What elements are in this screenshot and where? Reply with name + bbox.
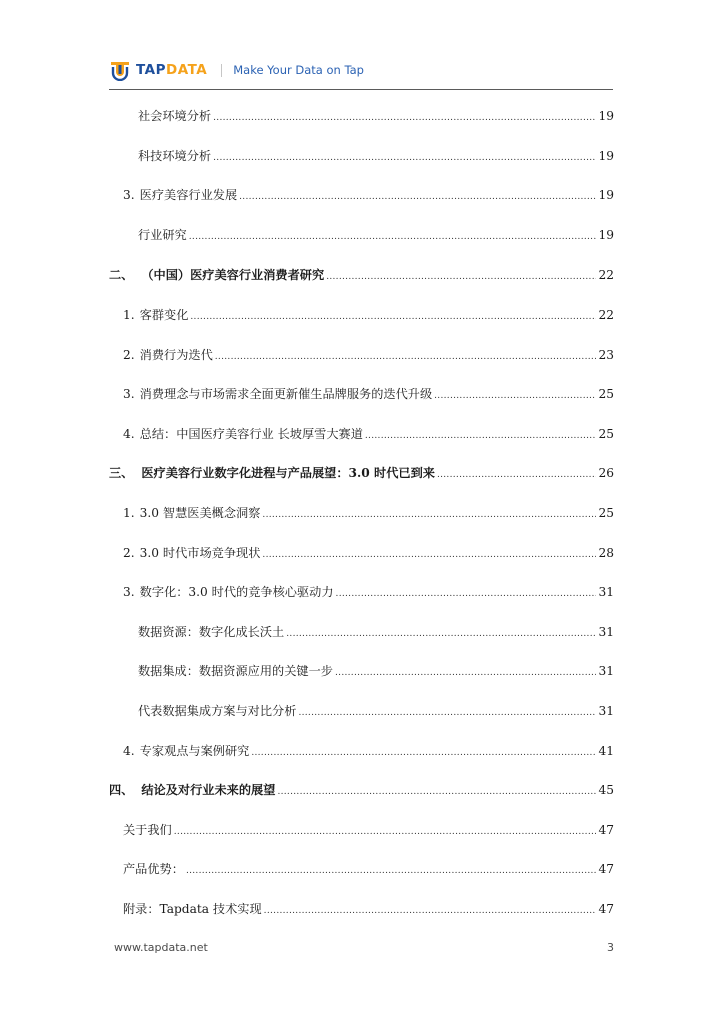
toc-entry[interactable] (109, 465, 614, 483)
toc-entry-page: 47 (598, 862, 614, 876)
toc-entry[interactable] (138, 663, 614, 681)
brand-name: TAPDATA (136, 62, 208, 78)
toc-entry-page: 25 (598, 427, 614, 441)
toc-entry-page: 47 (598, 902, 614, 916)
toc-entry-title: 3.0 时代市场竞争现状 (139, 546, 261, 560)
toc-leader-dots (190, 309, 596, 325)
footer-url[interactable]: www.tapdata.net (114, 941, 208, 954)
header-divider (221, 64, 222, 77)
toc-entry[interactable] (123, 426, 614, 444)
toc-leader-dots (335, 665, 596, 681)
toc-entry-number: 3. (123, 188, 135, 202)
toc-entry-number: 3. (123, 585, 135, 599)
toc-leader-dots (336, 586, 597, 602)
footer-page-number: 3 (607, 941, 614, 954)
toc-leader-dots (262, 547, 596, 563)
toc-entry-page: 22 (598, 308, 614, 322)
toc-leader-dots (189, 229, 597, 245)
toc-entry-title: 3.0 智慧医美概念洞察 (139, 506, 261, 520)
toc-leader-dots (174, 824, 597, 840)
toc-entry-number: 1. (123, 308, 135, 322)
toc-entry-page: 28 (598, 546, 614, 560)
toc-entry-page: 45 (598, 783, 614, 797)
tapdata-logo-icon (109, 59, 131, 81)
toc-entry-number: 四、 (109, 783, 134, 797)
toc-entry-number: 2. (123, 546, 135, 560)
toc-leader-dots (365, 428, 597, 444)
toc-entry-number: 1. (123, 506, 135, 520)
toc-entry[interactable] (109, 267, 614, 285)
toc-entry[interactable] (123, 187, 614, 205)
toc-entry-title: 行业研究 (138, 228, 187, 242)
toc-entry-page: 19 (598, 109, 614, 123)
toc-entry[interactable] (138, 624, 614, 642)
toc-leader-dots (262, 507, 596, 523)
toc-leader-dots (434, 388, 596, 404)
toc-entry-title: 客群变化 (139, 308, 189, 322)
toc-entry-number: 4. (123, 744, 135, 758)
toc-entry-title: 总结：中国医疗美容行业 长坡厚雪大赛道 (139, 427, 363, 441)
toc-entry[interactable] (123, 386, 614, 404)
toc-entry-title: 结论及对行业未来的展望 (141, 783, 276, 797)
toc-entry[interactable] (109, 782, 614, 800)
toc-entry-number: 三、 (109, 466, 134, 480)
toc-entry-title: 附录：Tapdata 技术实现 (123, 902, 262, 916)
toc-leader-dots (251, 745, 596, 761)
toc-entry[interactable] (138, 108, 614, 126)
toc-entry-number: 4. (123, 427, 135, 441)
toc-entry-title: 代表数据集成方案与对比分析 (138, 704, 297, 718)
toc-entry-page: 25 (598, 387, 614, 401)
toc-entry-title: 消费理念与市场需求全面更新催生品牌服务的迭代升级 (139, 387, 433, 401)
toc-entry-page: 47 (598, 823, 614, 837)
toc-entry[interactable] (123, 861, 614, 879)
toc-entry-page: 31 (598, 664, 614, 678)
toc-entry-title: （中国）医疗美容行业消费者研究 (141, 268, 325, 282)
toc-entry-page: 31 (598, 625, 614, 639)
toc-entry[interactable] (123, 901, 614, 919)
toc-entry[interactable] (138, 703, 614, 721)
toc-entry[interactable] (123, 545, 614, 563)
toc-leader-dots (326, 269, 596, 285)
toc-entry-title: 关于我们 (123, 823, 172, 837)
toc-leader-dots (286, 626, 596, 642)
toc-entry-title: 数字化：3.0 时代的竞争核心驱动力 (139, 585, 334, 599)
header-rule (109, 89, 613, 90)
header-tagline: Make Your Data on Tap (233, 63, 364, 77)
toc-entry-page: 19 (598, 149, 614, 163)
toc-entry-page: 22 (598, 268, 614, 282)
toc-entry[interactable] (123, 347, 614, 365)
toc-entry[interactable] (123, 822, 614, 840)
toc-leader-dots (437, 467, 597, 483)
toc-entry-title: 消费行为迭代 (139, 348, 213, 362)
toc-entry[interactable] (138, 148, 614, 166)
toc-leader-dots (264, 903, 597, 919)
toc-entry-page: 25 (598, 506, 614, 520)
toc-entry-number: 3. (123, 387, 135, 401)
toc-entry-page: 19 (598, 228, 614, 242)
toc-entry-number: 二、 (109, 268, 134, 282)
toc-entry-title: 医疗美容行业发展 (139, 188, 238, 202)
toc-leader-dots (298, 705, 596, 721)
toc-entry-page: 41 (598, 744, 614, 758)
page-header (109, 58, 364, 82)
toc-leader-dots (239, 189, 596, 205)
toc-entry[interactable] (138, 227, 614, 245)
toc-entry-title: 科技环境分析 (138, 149, 212, 163)
toc-entry-title: 专家观点与案例研究 (139, 744, 250, 758)
toc-entry-page: 26 (598, 466, 614, 480)
toc-entry-title: 数据资源：数字化成长沃土 (138, 625, 285, 639)
toc-entry-title: 医疗美容行业数字化进程与产品展望：3.0 时代已到来 (141, 466, 435, 480)
toc-leader-dots (215, 349, 597, 365)
toc-leader-dots (277, 784, 596, 800)
toc-leader-dots (213, 150, 596, 166)
toc-entry[interactable] (123, 505, 614, 523)
toc-leader-dots (213, 110, 596, 126)
toc-entry-number: 2. (123, 348, 135, 362)
toc-entry-title: 社会环境分析 (138, 109, 212, 123)
toc-entry-page: 23 (598, 348, 614, 362)
toc-entry-page: 31 (598, 704, 614, 718)
toc-entry[interactable] (123, 584, 614, 602)
toc-entry[interactable] (123, 307, 614, 325)
toc-leader-dots (186, 863, 597, 879)
toc-entry-title: 数据集成：数据资源应用的关键一步 (138, 664, 333, 678)
toc-entry-page: 31 (598, 585, 614, 599)
toc-entry[interactable] (123, 743, 614, 761)
toc-entry-title: 产品优势： (123, 862, 184, 876)
toc-entry-page: 19 (598, 188, 614, 202)
